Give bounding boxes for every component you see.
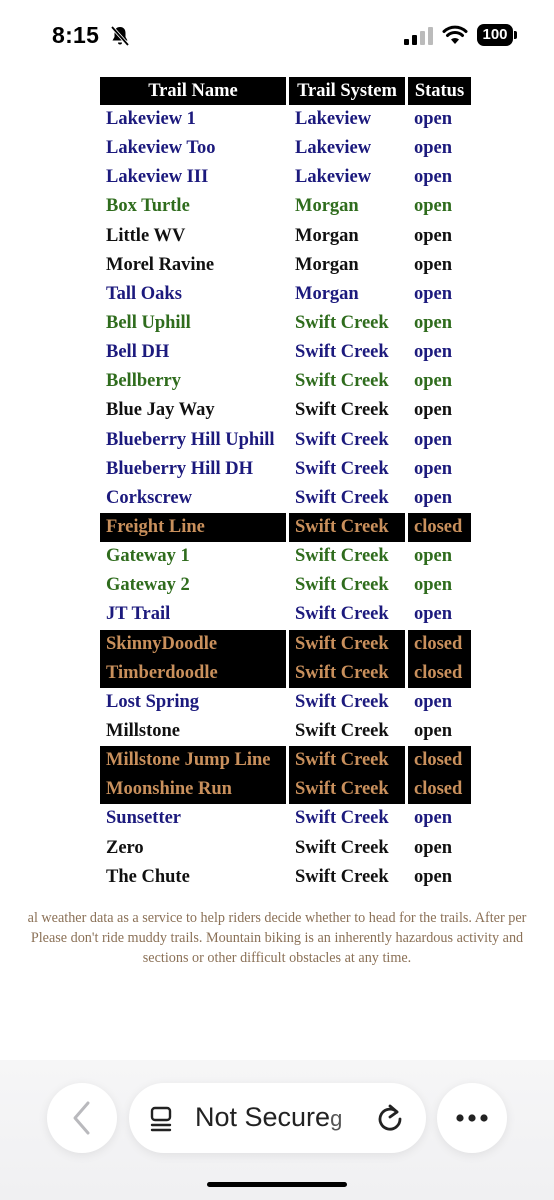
trail-system-cell: Swift Creek [295, 429, 389, 450]
url-text [195, 1102, 342, 1133]
trail-system-cell: Swift Creek [295, 487, 389, 508]
disclaimer-line: Please don't ride muddy trails. Mountain biking is an inherently hazardous activity and [30, 930, 524, 946]
disclaimer-line: sections or other difficult obstacles at any time. [142, 950, 412, 966]
trail-status-cell: open [414, 691, 453, 712]
status-time: 8:15 [52, 22, 100, 48]
trail-system-cell: Swift Creek [289, 775, 405, 804]
table-row [100, 222, 471, 251]
trail-system-cell: Morgan [295, 196, 359, 217]
table-row [100, 455, 471, 484]
trail-name-cell: The Chute [106, 866, 190, 887]
trail-status-cell: open [414, 808, 453, 829]
trail-name-cell: Millstone [106, 721, 180, 742]
trail-name-cell: Blueberry Hill Uphill [106, 429, 275, 450]
cellular-signal-icon [404, 27, 434, 45]
trail-status-cell: open [414, 604, 453, 625]
trail-name-cell: Bellberry [106, 371, 182, 392]
table-row [100, 134, 471, 163]
trail-system-cell: Swift Creek [295, 808, 389, 829]
trail-system-cell: Swift Creek [295, 604, 389, 625]
trail-system-cell: Swift Creek [295, 837, 389, 858]
trail-name-cell: Bell DH [106, 342, 170, 363]
trail-status-cell: open [414, 400, 453, 421]
table-row [100, 834, 471, 863]
url-trailing-text: g [330, 1106, 343, 1131]
reader-mode-icon [148, 1105, 176, 1133]
status-bar [0, 0, 554, 74]
trail-name-cell: Gateway 2 [106, 575, 190, 596]
trail-status-table [97, 77, 474, 892]
table-header-row [100, 77, 471, 105]
trail-system-cell: Morgan [295, 225, 359, 246]
trail-status-cell: open [414, 721, 453, 742]
address-bar[interactable] [129, 1083, 426, 1153]
trail-system-cell: Swift Creek [295, 721, 389, 742]
trail-name-cell: Tall Oaks [106, 283, 182, 304]
battery-icon: 100 [477, 24, 513, 46]
header-status: Status [408, 77, 471, 105]
trail-status-cell: closed [408, 659, 471, 688]
table-row [100, 571, 471, 600]
trail-system-cell: Swift Creek [295, 342, 389, 363]
table-row [100, 367, 471, 396]
silent-bell-icon [110, 25, 130, 47]
trail-system-cell: Swift Creek [295, 371, 389, 392]
trail-status-cell: open [414, 109, 453, 130]
header-trail-system: Trail System [289, 77, 405, 105]
table-row [100, 280, 471, 309]
battery-tip [514, 31, 517, 39]
trail-status-cell: open [414, 458, 453, 479]
trail-status-cell: open [414, 283, 453, 304]
trail-name-cell: JT Trail [106, 604, 171, 625]
trail-status-cell: closed [408, 630, 471, 659]
trail-status-cell: open [414, 225, 453, 246]
trail-name-cell: Little WV [106, 225, 186, 246]
trail-status-cell: open [414, 196, 453, 217]
trail-status-cell: closed [408, 775, 471, 804]
trail-status-cell: open [414, 138, 453, 159]
header-trail-name: Trail Name [100, 77, 286, 105]
more-button[interactable] [437, 1083, 507, 1153]
trail-system-cell: Lakeview [295, 167, 372, 188]
trail-name-cell: Blue Jay Way [106, 400, 215, 421]
trail-status-cell: closed [408, 513, 471, 542]
trail-status-cell: open [414, 546, 453, 567]
trail-status-cell: open [414, 254, 453, 275]
reload-icon[interactable] [375, 1103, 405, 1133]
trail-name-cell: Gateway 1 [106, 546, 190, 567]
trail-name-cell: SkinnyDoodle [100, 630, 286, 659]
table-row [100, 717, 471, 746]
table-row [100, 659, 471, 688]
table-row [100, 309, 471, 338]
table-row [100, 426, 471, 455]
trail-name-cell: Box Turtle [106, 196, 190, 217]
trail-status-cell: open [414, 575, 453, 596]
trail-name-cell: Lakeview 1 [106, 109, 196, 130]
table-row [100, 484, 471, 513]
table-row [100, 396, 471, 425]
trail-name-cell: Zero [106, 837, 144, 858]
table-row [100, 746, 471, 775]
trail-name-cell: Blueberry Hill DH [106, 458, 253, 479]
not-secure-label: Not Secure [195, 1102, 331, 1132]
trail-system-cell: Swift Creek [295, 400, 389, 421]
trail-system-cell: Swift Creek [295, 866, 389, 887]
trail-system-cell: Swift Creek [289, 513, 405, 542]
table-body [100, 105, 471, 892]
table-row [100, 163, 471, 192]
trail-name-cell: Freight Line [100, 513, 286, 542]
trail-system-cell: Swift Creek [295, 691, 389, 712]
trail-system-cell: Swift Creek [289, 746, 405, 775]
disclaimer-line: al weather data as a service to help riders decide whether to head for the trails. After per [27, 910, 527, 926]
trail-name-cell: Sunsetter [106, 808, 182, 829]
trail-status-cell: open [414, 866, 453, 887]
trail-status-cell: open [414, 313, 453, 334]
trail-name-cell: Morel Ravine [106, 254, 215, 275]
trail-name-cell: Moonshine Run [100, 775, 286, 804]
trail-system-cell: Morgan [295, 254, 359, 275]
trail-system-cell: Swift Creek [295, 546, 389, 567]
trail-system-cell: Lakeview [295, 109, 372, 130]
wifi-icon [442, 24, 468, 46]
trail-name-cell: Lost Spring [106, 691, 200, 712]
trail-status-cell: open [414, 837, 453, 858]
table-row [100, 513, 471, 542]
trail-system-cell: Swift Creek [295, 313, 389, 334]
back-button[interactable] [47, 1083, 117, 1153]
trail-status-cell: open [414, 167, 453, 188]
chevron-left-icon [47, 1083, 117, 1153]
trail-name-cell: Timberdoodle [100, 659, 286, 688]
ellipsis-icon [437, 1083, 507, 1153]
trail-status-cell: closed [408, 746, 471, 775]
trail-status-cell: open [414, 487, 453, 508]
trail-name-cell: Corkscrew [106, 487, 192, 508]
trail-system-cell: Swift Creek [289, 630, 405, 659]
trail-name-cell: Lakeview Too [106, 138, 216, 159]
table-row [100, 542, 471, 571]
trail-system-cell: Swift Creek [295, 458, 389, 479]
trail-system-cell: Lakeview [295, 138, 372, 159]
trail-status-cell: open [414, 371, 453, 392]
table-row [100, 251, 471, 280]
table-row [100, 105, 471, 134]
table-row [100, 775, 471, 804]
home-indicator [207, 1182, 347, 1187]
trail-name-cell: Millstone Jump Line [100, 746, 286, 775]
table-row [100, 863, 471, 892]
trail-name-cell: Bell Uphill [106, 313, 191, 334]
table-row [100, 630, 471, 659]
trail-system-cell: Swift Creek [289, 659, 405, 688]
table-row [100, 338, 471, 367]
table-row [100, 192, 471, 221]
disclaimer-text [0, 908, 554, 968]
trail-status-cell: open [414, 342, 453, 363]
table-row [100, 688, 471, 717]
table-row [100, 600, 471, 629]
table-row [100, 804, 471, 833]
trail-system-cell: Swift Creek [295, 575, 389, 596]
trail-name-cell: Lakeview III [106, 167, 209, 188]
trail-status-cell: open [414, 429, 453, 450]
trail-system-cell: Morgan [295, 283, 359, 304]
